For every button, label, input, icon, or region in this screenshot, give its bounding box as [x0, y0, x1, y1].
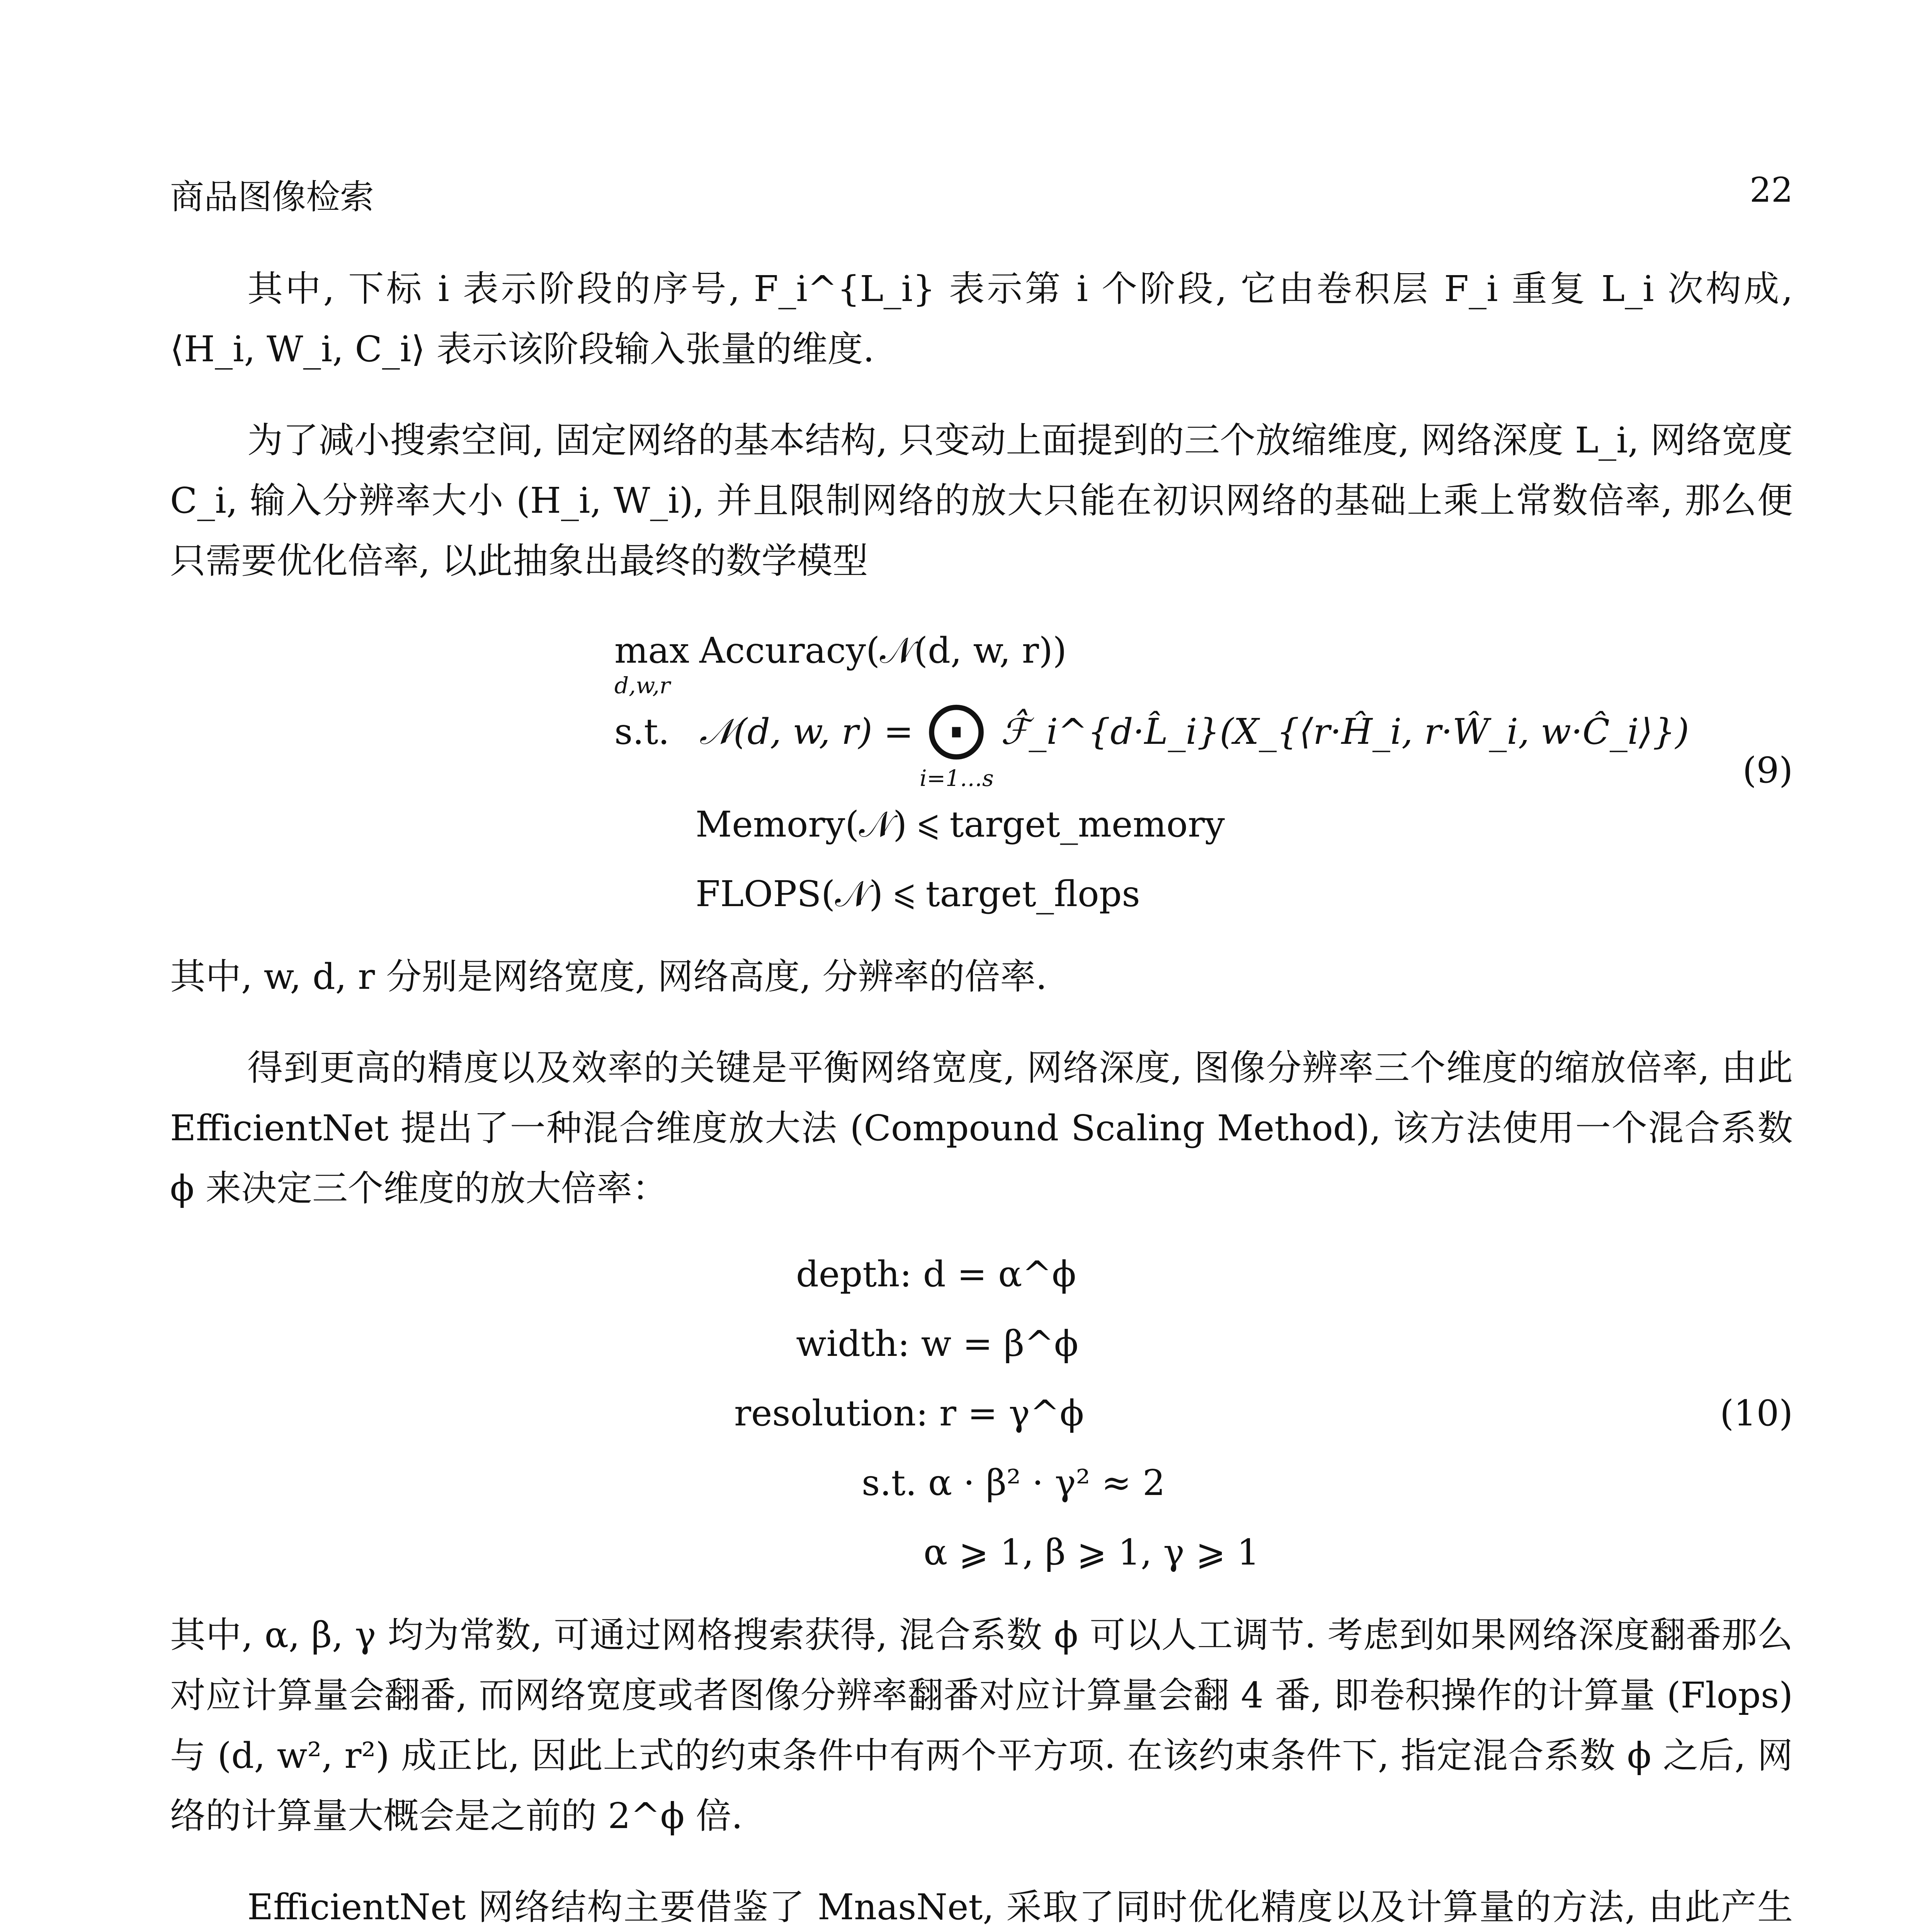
- eq10-number: (10): [1720, 1393, 1793, 1434]
- paragraph-efficientnet-structure: EfficientNet 网络结构主要借鉴了 MnasNet, 采取了同时优化精度以及计算量的方法, 由此产生: [247, 1886, 1793, 1928]
- paragraph-compound-scaling: 得到更高的精度以及效率的关键是平衡网络宽度, 网络深度, 图像分辨率三个维度的缩放倍率, 由此 EfficientNet 提出了一种混合维度放大法 (Compound Scaling Method), 该方法使用一个混合系数 ϕ 来决定三个维度的放大倍率：: [170, 1047, 1793, 1209]
- eq10-width: width: w = β^ϕ: [796, 1323, 1078, 1364]
- running-header: [170, 170, 1793, 216]
- eq10-resolution: resolution: r = γ^ϕ: [734, 1393, 1084, 1434]
- eq9-odot-operator: ⨀: [927, 695, 985, 762]
- eq9-max-subscript: d,w,r: [614, 672, 670, 699]
- eq9-st: s.t.: [614, 711, 670, 752]
- eq9-odot-subscript: i=1…s: [920, 765, 994, 791]
- eq9-flops-constraint: FLOPS(𝒩) ⩽ target_flops: [696, 873, 1140, 915]
- page-number: 22: [1750, 170, 1793, 210]
- eq9-model-rhs: ℱ̂_i^{d·L̂_i}(X_{⟨r·Ĥ_i, r·Ŵ_i, w·Ĉ_i⟩}): [1001, 711, 1689, 752]
- paragraph-constants-explanation: 其中, α, β, γ 均为常数, 可通过网格搜索获得, 混合系数 ϕ 可以人工调节. 考虑到如果网络深度翻番那么对应计算量会翻番, 而网络宽度或者图像分辨率翻番对应计算量会翻 4 番, 即卷积操作的计算量 (Flops) 与 (d, w², r²) 成正比, 因此上式的约束条件中有两个平方项. 在该约束条件下, 指定混合系数 ϕ 之后, 网络的计算量大概会是之前的 2^ϕ 倍.: [170, 1614, 1793, 1837]
- equation-10: [170, 1250, 1793, 1590]
- eq10-bounds: α ⩾ 1, β ⩾ 1, γ ⩾ 1: [923, 1532, 1260, 1573]
- equation-9: [170, 622, 1793, 931]
- eq9-objective: Accuracy(𝒩(d, w, r)): [699, 630, 1067, 671]
- main-text: [170, 259, 1793, 1932]
- eq9-model-lhs: 𝒩(d, w, r) =: [699, 711, 913, 752]
- paragraph-search-space: 为了减小搜索空间, 固定网络的基本结构, 只变动上面提到的三个放缩维度, 网络深度 L_i, 网络宽度 C_i, 输入分辨率大小 (H_i, W_i), 并且限制网络的放大只能在初识网络的基础上乘上常数倍率, 那么便只需要优化倍率, 以此抽象出最终的数学模型: [170, 420, 1793, 582]
- eq9-memory-constraint: Memory(𝒩) ⩽ target_memory: [696, 804, 1225, 845]
- paragraph-multiplier-definition: 其中, w, d, r 分别是网络宽度, 网络高度, 分辨率的倍率.: [170, 956, 1047, 997]
- eq9-max: max: [614, 630, 689, 671]
- header-title: 商品图像检索: [170, 177, 374, 217]
- eq10-constraint: s.t. α · β² · γ² ≈ 2: [862, 1462, 1165, 1503]
- eq9-number: (9): [1742, 750, 1793, 791]
- paragraph-stage-notation: 其中, 下标 i 表示阶段的序号, F_i^{L_i} 表示第 i 个阶段, 它由卷积层 F_i 重复 L_i 次构成, ⟨H_i, W_i, C_i⟩ 表示该阶段输入张量的维度.: [170, 268, 1793, 370]
- eq10-depth: depth: d = α^ϕ: [796, 1253, 1077, 1295]
